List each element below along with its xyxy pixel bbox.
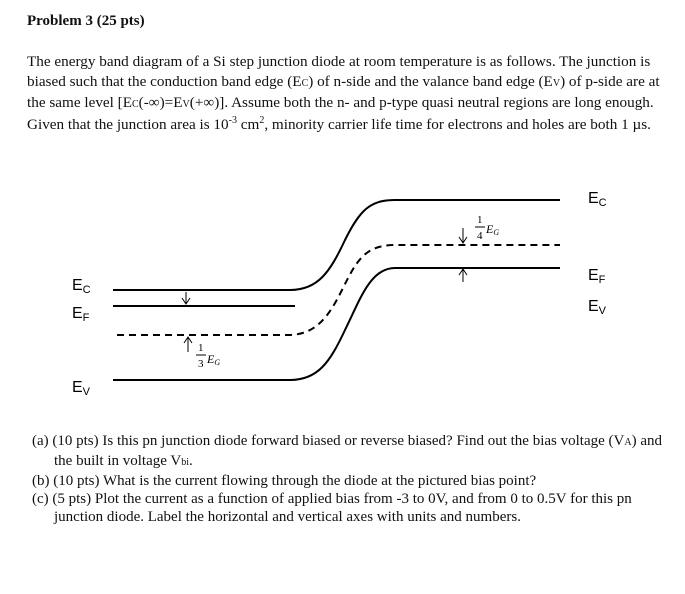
intro-sub: V [552, 77, 561, 89]
intro-sup: -3 [228, 114, 237, 126]
question-a-sub: bi [181, 457, 189, 468]
intro-text: , minority carrier life time for electrons and holes are both 1 µs. [264, 115, 651, 133]
right-ef-label: EF [588, 267, 606, 286]
question-a-text: ) and the built in voltage V [54, 433, 662, 469]
intro-text: (-∞)=E [138, 94, 183, 111]
intro-text: The energy band diagram of a Si step junction diode at room temperature is as follows. The junction is biased such that the conduction band edge (E [27, 53, 651, 90]
frac-right-eg: EG [486, 222, 500, 237]
question-a-text: . [189, 453, 193, 469]
question-a-text: (a) (10 pts) Is this pn junction diode forward biased or reverse biased? Find out the bias voltage (V [32, 433, 625, 449]
question-a-sub: A [624, 437, 632, 448]
frac-left-eg: EG [207, 352, 221, 367]
left-ef-label: EF [72, 305, 90, 324]
conduction-band-edge [113, 200, 560, 290]
intro-text: ) of p-side are at the same level [E [27, 72, 660, 111]
intro-sub: C [132, 99, 139, 110]
left-ec-label: EC [72, 277, 91, 296]
intro-text: (+∞)]. Assume both the n- and p-type quasi neutral regions are long enough. Given that the junction area is 10 [27, 94, 654, 133]
intro-text: cm [236, 115, 260, 133]
question-c: (c) (5 pts) Plot the current as a function of applied bias from -3 to 0V, and from 0 to 0.5V for this pn junction diode. Label the horizontal and vertical axes with units and numbers. [32, 491, 632, 525]
intro-sub: V [182, 99, 190, 110]
right-ec-label: EC [588, 190, 607, 209]
problem-title: Problem 3 (25 pts) [27, 13, 145, 29]
frac-right-num: 1 [477, 214, 483, 226]
frac-right-den: 4 [477, 230, 483, 242]
questions [32, 432, 662, 526]
question-b: (b) (10 pts) What is the current flowing through the diode at the pictured bias point? [32, 473, 537, 489]
frac-left-den: 3 [198, 358, 204, 370]
intro-sup: 2 [259, 114, 265, 126]
left-ev-label: EV [72, 379, 91, 398]
valence-band-edge [113, 268, 560, 380]
question-a [32, 432, 662, 472]
intro-sub: C [301, 77, 309, 89]
right-ev-label: EV [588, 298, 607, 317]
intro-text: ) of n-side and the valance band edge (E [308, 72, 553, 90]
frac-left-num: 1 [198, 342, 204, 354]
